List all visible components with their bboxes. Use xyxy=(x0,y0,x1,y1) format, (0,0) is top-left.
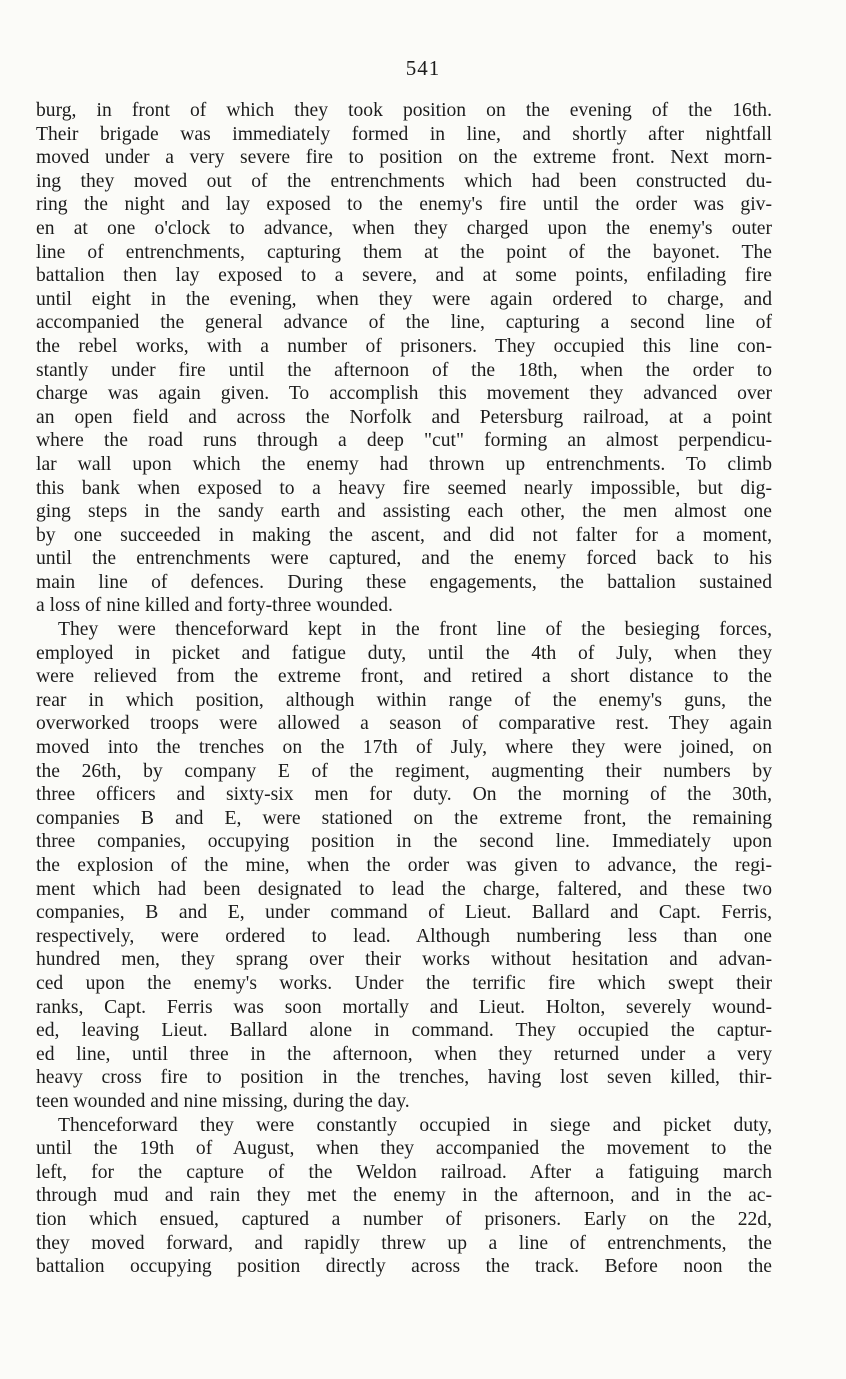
text-line: through mud and rain they met the enemy in the afternoon, and in the ac- xyxy=(36,1185,772,1207)
text-line: overworked troops were allowed a season of comparative rest. They again xyxy=(36,713,772,735)
text-line: ging steps in the sandy earth and assisting each other, the men almost one xyxy=(36,501,772,523)
text-line: ed line, until three in the afternoon, when they returned under a very xyxy=(36,1043,772,1065)
text-line: stantly under fire until the afternoon of the 18th, when the order to xyxy=(36,359,772,381)
text-line: three companies, occupying position in the second line. Immediately upon xyxy=(36,831,772,853)
text-line: respectively, were ordered to lead. Although numbering less than one xyxy=(36,925,772,947)
text-line: until the entrenchments were captured, and the enemy forced back to his xyxy=(36,548,772,570)
text-line: they moved forward, and rapidly threw up a line of entrenchments, the xyxy=(36,1232,772,1254)
text-line: rear in which position, although within range of the enemy's guns, the xyxy=(36,689,772,711)
text-line: ranks, Capt. Ferris was soon mortally and Lieut. Holton, severely wound- xyxy=(36,996,772,1018)
text-line: hundred men, they sprang over their works without hesitation and advan- xyxy=(36,949,772,971)
text-line: a loss of nine killed and forty-three wounded. xyxy=(36,595,393,617)
text-line: an open field and across the Norfolk and Petersburg railroad, at a point xyxy=(36,406,772,428)
text-line: companies B and E, were stationed on the extreme front, the remaining xyxy=(36,807,772,829)
text-line: Thenceforward they were constantly occupied in siege and picket duty, xyxy=(58,1114,772,1136)
text-line: burg, in front of which they took position on the evening of the 16th. xyxy=(36,100,772,121)
text-line: this bank when exposed to a heavy fire seemed nearly impossible, but dig- xyxy=(36,477,772,499)
text-line: Their brigade was immediately formed in line, and shortly after nightfall xyxy=(36,123,772,145)
text-line: the 26th, by company E of the regiment, augmenting their numbers by xyxy=(36,760,772,782)
text-line: ment which had been designated to lead the charge, faltered, and these two xyxy=(36,878,772,900)
text-line: en at one o'clock to advance, when they charged upon the enemy's outer xyxy=(36,217,772,239)
text-line: battalion occupying position directly across the track. Before noon the xyxy=(36,1256,772,1278)
text-line: ing they moved out of the entrenchments which had been constructed du- xyxy=(36,170,772,192)
text-line: companies, B and E, under command of Lieut. Ballard and Capt. Ferris, xyxy=(36,902,772,924)
text-line: ring the night and lay exposed to the enemy's fire until the order was giv- xyxy=(36,194,772,216)
text-line: accompanied the general advance of the line, capturing a second line of xyxy=(36,312,772,334)
text-line: teen wounded and nine missing, during the day. xyxy=(36,1090,410,1112)
text-line: line of entrenchments, capturing them at the point of the bayonet. The xyxy=(36,241,772,263)
text-line: where the road runs through a deep "cut" forming an almost perpendicu- xyxy=(36,430,772,452)
text-line: lar wall upon which the enemy had thrown up entrenchments. To climb xyxy=(36,453,772,475)
text-line: until the 19th of August, when they accompanied the movement to the xyxy=(36,1138,772,1160)
text-line: moved under a very severe fire to position on the extreme front. Next morn- xyxy=(36,147,772,169)
text-line: left, for the capture of the Weldon railroad. After a fatiguing march xyxy=(36,1161,772,1183)
text-line: heavy cross fire to position in the trenches, having lost seven killed, thir- xyxy=(36,1067,772,1089)
text-line: employed in picket and fatigue duty, until the 4th of July, when they xyxy=(36,642,772,664)
text-line: ced upon the enemy's works. Under the terrific fire which swept their xyxy=(36,972,772,994)
text-line: They were thenceforward kept in the front line of the besieging forces, xyxy=(58,619,772,641)
text-line: battalion then lay exposed to a severe, and at some points, enfilading fire xyxy=(36,265,772,287)
text-line: moved into the trenches on the 17th of July, where they were joined, on xyxy=(36,737,772,759)
text-line: main line of defences. During these engagements, the battalion sustained xyxy=(36,571,772,593)
text-line: charge was again given. To accomplish this movement they advanced over xyxy=(36,383,772,405)
text-line: three officers and sixty-six men for duty. On the morning of the 30th, xyxy=(36,784,772,806)
text-line: were relieved from the extreme front, and retired a short distance to the xyxy=(36,666,772,688)
body-text xyxy=(36,99,772,1279)
text-line: tion which ensued, captured a number of prisoners. Early on the 22d, xyxy=(36,1208,772,1230)
text-line: the explosion of the mine, when the order was given to advance, the regi- xyxy=(36,855,772,876)
text-line: ed, leaving Lieut. Ballard alone in command. They occupied the captur- xyxy=(36,1020,772,1042)
page-number: 541 xyxy=(405,56,441,80)
text-line: by one succeeded in making the ascent, and did not falter for a moment, xyxy=(36,524,772,546)
text-line: the rebel works, with a number of prisoners. They occupied this line con- xyxy=(36,335,772,357)
text-line: until eight in the evening, when they were again ordered to charge, and xyxy=(36,288,772,310)
